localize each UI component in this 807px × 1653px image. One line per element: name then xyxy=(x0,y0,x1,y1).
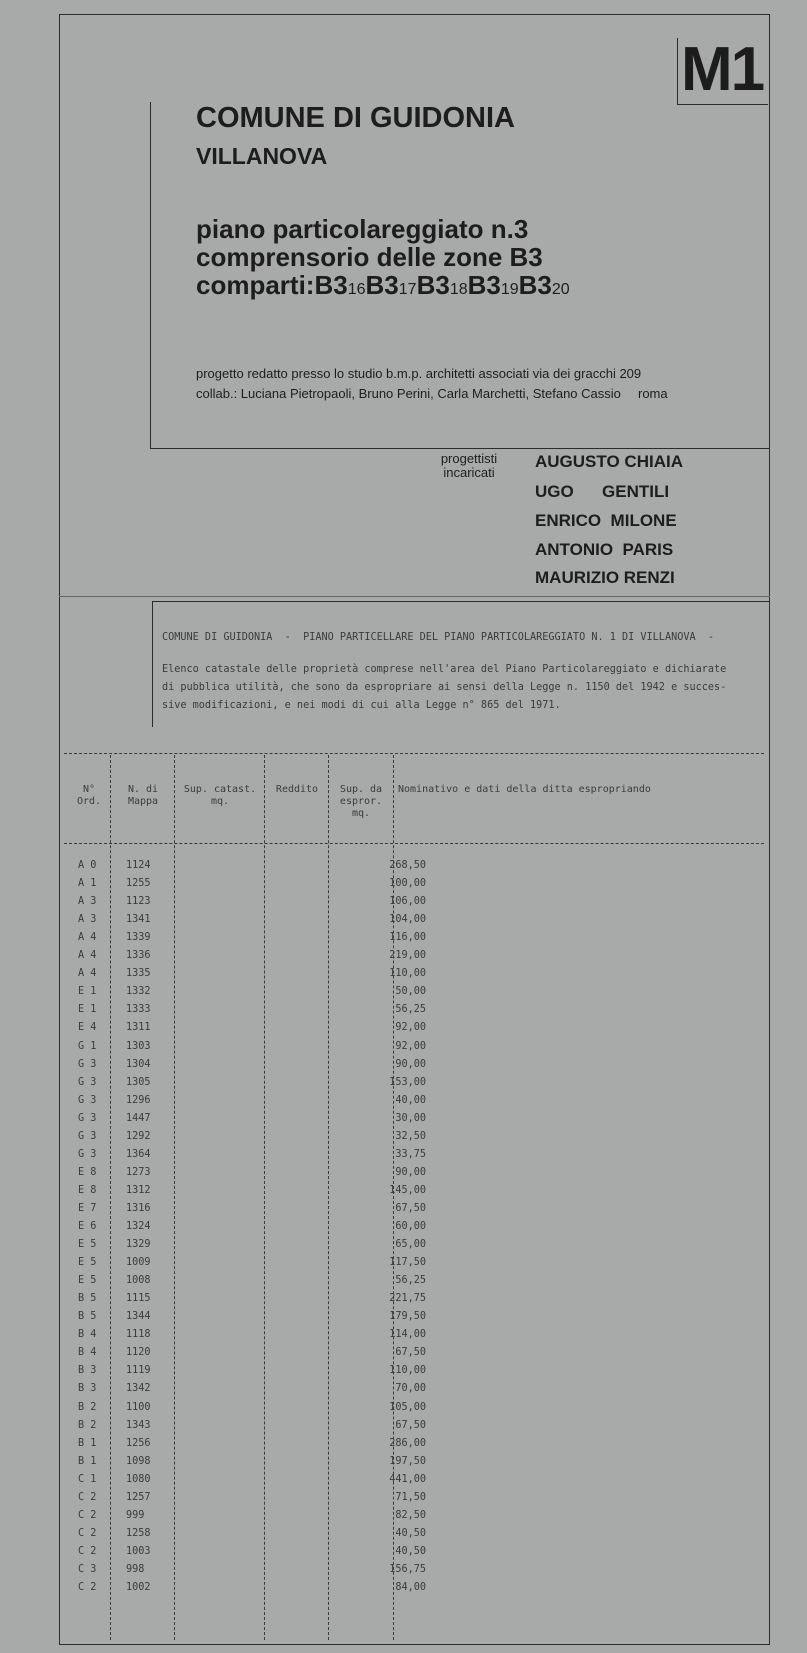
table-top-rule xyxy=(64,753,764,754)
cell-ord: C 2 xyxy=(78,1582,97,1593)
table-row xyxy=(64,1365,764,1383)
table-row xyxy=(64,1275,764,1293)
table-header-rule xyxy=(64,843,764,844)
table-row xyxy=(64,968,764,986)
table-row xyxy=(64,1438,764,1456)
cell-mappa: 1115 xyxy=(126,1293,151,1305)
cell-mappa: 1119 xyxy=(126,1365,151,1377)
comparto-main: B3 xyxy=(518,270,552,300)
plan-title xyxy=(196,215,570,304)
cell-ord: A 1 xyxy=(78,878,97,890)
column-header-line: mq. xyxy=(351,808,371,819)
cell-sup-espror: 56,25 xyxy=(395,1275,426,1287)
description-line: di pubblica utilità, che sono da espropriare ai sensi della Legge n. 1150 del 1942 e succes- xyxy=(162,682,727,693)
cell-sup-espror: 114,00 xyxy=(389,1329,426,1341)
column-header-line: N. di xyxy=(127,784,159,795)
cell-ord: A 3 xyxy=(78,896,97,908)
table-row xyxy=(64,1347,764,1365)
cell-ord: C 2 xyxy=(78,1545,97,1557)
table-row xyxy=(64,1329,764,1347)
localita-title: VILLANOVA xyxy=(196,143,328,169)
cell-ord: E 5 xyxy=(78,1257,97,1269)
table-row xyxy=(64,1402,764,1420)
cell-ord: G 3 xyxy=(78,1130,97,1142)
cell-ord: C 1 xyxy=(78,1473,97,1485)
cell-sup-espror: 221,75 xyxy=(389,1293,426,1305)
cell-mappa: 1098 xyxy=(126,1455,151,1467)
document-heading: COMUNE DI GUIDONIA - PIANO PARTICELLARE DEL PIANO PARTICOLAREGGIATO N. 1 DI VILLANOVA - xyxy=(162,632,715,643)
cell-ord: B 4 xyxy=(78,1347,97,1359)
table-row xyxy=(64,1420,764,1438)
table-row xyxy=(64,1167,764,1185)
cell-mappa: 1002 xyxy=(126,1582,151,1593)
cell-ord: A 3 xyxy=(78,914,97,926)
cell-ord: G 1 xyxy=(78,1040,97,1052)
comune-title: COMUNE DI GUIDONIA xyxy=(196,102,515,134)
comparto-sub: 16 xyxy=(347,281,366,298)
cell-sup-espror: 268,50 xyxy=(389,860,426,871)
cell-ord: B 5 xyxy=(78,1311,97,1323)
cell-ord: B 3 xyxy=(78,1383,97,1395)
cell-sup-espror: 156,75 xyxy=(389,1563,426,1575)
table-row xyxy=(64,1456,764,1474)
progettista-name: MAURIZIO RENZI xyxy=(535,568,675,587)
cell-mappa: 1296 xyxy=(126,1094,151,1106)
cell-ord: E 5 xyxy=(78,1239,97,1251)
comparti-line xyxy=(196,271,570,304)
cell-ord: B 1 xyxy=(78,1437,97,1449)
table-row xyxy=(64,1257,764,1275)
cell-sup-espror: 110,00 xyxy=(389,968,426,980)
cell-ord: B 1 xyxy=(78,1455,97,1467)
table-row xyxy=(64,860,764,878)
cell-mappa: 1312 xyxy=(126,1184,151,1196)
cell-ord: C 3 xyxy=(78,1563,97,1575)
cell-mappa: 1123 xyxy=(126,896,151,908)
cell-ord: G 3 xyxy=(78,1058,97,1070)
cell-ord: A 4 xyxy=(78,968,97,980)
title-block-bottom-rule xyxy=(150,448,770,449)
cell-sup-espror: 104,00 xyxy=(389,914,426,926)
cell-ord: B 3 xyxy=(78,1365,97,1377)
cell-ord: E 5 xyxy=(78,1275,97,1287)
table-row xyxy=(64,1293,764,1311)
table-row xyxy=(64,950,764,968)
cell-mappa: 1344 xyxy=(126,1311,151,1323)
cell-sup-espror: 90,00 xyxy=(395,1166,426,1178)
cell-sup-espror: 56,25 xyxy=(395,1004,426,1016)
cell-ord: E 6 xyxy=(78,1221,97,1232)
comparto-main: B3 xyxy=(467,270,501,300)
cell-mappa: 1255 xyxy=(126,878,151,890)
table-row xyxy=(64,1004,764,1022)
table-row xyxy=(64,1077,764,1095)
column-header-line: Sup. da xyxy=(339,784,383,795)
description-line: Elenco catastale delle proprietà comprese nell'area del Piano Particolareggiato e dichiarate xyxy=(162,664,727,675)
cell-mappa: 1003 xyxy=(126,1545,151,1557)
cell-sup-espror: 286,00 xyxy=(389,1437,426,1449)
cell-mappa: 1118 xyxy=(126,1329,151,1341)
column-header-line: mq. xyxy=(210,796,230,807)
table-row xyxy=(64,896,764,914)
credit-line-2: collab.: Luciana Pietropaoli, Bruno Perini, Carla Marchetti, Stefano Cassio xyxy=(196,386,621,401)
cell-sup-espror: 70,00 xyxy=(395,1383,426,1395)
cell-sup-espror: 40,50 xyxy=(395,1527,426,1539)
cell-mappa: 1332 xyxy=(126,986,151,998)
table-row xyxy=(64,1582,764,1600)
comparto-main: B3 xyxy=(314,270,348,300)
cell-sup-espror: 60,00 xyxy=(395,1221,426,1232)
cell-sup-espror: 30,00 xyxy=(395,1112,426,1124)
column-header-line: espror. xyxy=(339,796,383,807)
table-row xyxy=(64,1528,764,1546)
cell-mappa: 1311 xyxy=(126,1022,151,1034)
cell-sup-espror: 71,50 xyxy=(395,1491,426,1503)
progettisti-label: progettisti incaricati xyxy=(440,451,498,480)
column-header-line: Nominativo e dati della ditta espropriando xyxy=(398,784,651,795)
progettista-name: AUGUSTO CHIAIA xyxy=(535,452,683,471)
column-header-ord xyxy=(70,784,108,808)
cell-ord: C 2 xyxy=(78,1491,97,1503)
column-header-line: N° xyxy=(82,784,96,795)
table-row xyxy=(64,1564,764,1582)
cell-mappa: 1008 xyxy=(126,1275,151,1287)
table-row xyxy=(64,1022,764,1040)
cell-mappa: 1009 xyxy=(126,1257,151,1269)
table-row xyxy=(64,878,764,896)
cell-mappa: 1304 xyxy=(126,1058,151,1070)
cell-sup-espror: 117,50 xyxy=(389,1257,426,1269)
cell-mappa: 1342 xyxy=(126,1383,151,1395)
cell-mappa: 1364 xyxy=(126,1148,151,1160)
cell-sup-espror: 441,00 xyxy=(389,1473,426,1485)
cell-sup-espror: 92,00 xyxy=(395,1040,426,1052)
table-row xyxy=(64,1311,764,1329)
credit-city: roma xyxy=(638,386,668,401)
table-row xyxy=(64,1131,764,1149)
cell-ord: A 0 xyxy=(78,860,97,871)
cell-ord: C 2 xyxy=(78,1527,97,1539)
table-row xyxy=(64,1059,764,1077)
comparto-main: B3 xyxy=(416,270,450,300)
cell-mappa: 998 xyxy=(126,1563,145,1575)
document-description xyxy=(162,661,752,715)
cell-sup-espror: 40,50 xyxy=(395,1545,426,1557)
column-header-line: Ord. xyxy=(76,796,102,807)
cell-mappa: 1258 xyxy=(126,1527,151,1539)
cell-ord: E 8 xyxy=(78,1166,97,1178)
table-row xyxy=(64,914,764,932)
cell-sup-espror: 84,00 xyxy=(395,1582,426,1593)
comparto-sub: 18 xyxy=(449,281,468,298)
cell-mappa: 1124 xyxy=(126,860,151,871)
table-row xyxy=(64,1095,764,1113)
comparto-main: B3 xyxy=(365,270,399,300)
cell-sup-espror: 110,00 xyxy=(389,1365,426,1377)
comparti-list xyxy=(314,270,569,300)
table-row xyxy=(64,1383,764,1401)
cell-ord: E 8 xyxy=(78,1184,97,1196)
table-row xyxy=(64,1546,764,1564)
cell-mappa: 1447 xyxy=(126,1112,151,1124)
cell-sup-espror: 197,50 xyxy=(389,1455,426,1467)
cell-ord: E 1 xyxy=(78,1004,97,1016)
cell-mappa: 1343 xyxy=(126,1419,151,1431)
column-header-reddito xyxy=(267,784,327,796)
cell-sup-espror: 179,50 xyxy=(389,1311,426,1323)
title-block-rule xyxy=(150,102,151,449)
cell-sup-espror: 32,50 xyxy=(395,1130,426,1142)
cell-sup-espror: 219,00 xyxy=(389,950,426,962)
table-row xyxy=(64,1113,764,1131)
table-row xyxy=(64,1510,764,1528)
comparto-sub: 19 xyxy=(500,281,519,298)
table-row xyxy=(64,1239,764,1257)
cell-mappa: 1100 xyxy=(126,1401,151,1413)
sheet-code: M1 xyxy=(681,35,764,104)
cell-mappa: 1257 xyxy=(126,1491,151,1503)
cell-mappa: 1335 xyxy=(126,968,151,980)
comparto-code xyxy=(468,270,519,300)
cell-sup-espror: 92,00 xyxy=(395,1022,426,1034)
table-row xyxy=(64,1221,764,1239)
cell-ord: B 5 xyxy=(78,1293,97,1305)
cell-mappa: 1305 xyxy=(126,1076,151,1088)
cell-mappa: 1333 xyxy=(126,1004,151,1016)
column-header-sup-catast xyxy=(177,784,263,808)
progettista-name: ENRICO MILONE xyxy=(535,511,677,530)
comparto-code xyxy=(417,270,468,300)
comparto-sub: 20 xyxy=(551,281,570,298)
cell-sup-espror: 105,00 xyxy=(389,1401,426,1413)
cell-sup-espror: 100,00 xyxy=(389,878,426,890)
cell-sup-espror: 116,00 xyxy=(389,932,426,944)
cell-ord: E 4 xyxy=(78,1022,97,1034)
cell-ord: C 2 xyxy=(78,1509,97,1521)
column-header-line: Reddito xyxy=(275,784,319,795)
plan-line-2: comprensorio delle zone B3 xyxy=(196,242,543,272)
cell-mappa: 1339 xyxy=(126,932,151,944)
column-header-nominativo xyxy=(398,784,758,796)
cell-ord: B 4 xyxy=(78,1329,97,1341)
cell-ord: A 4 xyxy=(78,950,97,962)
cell-mappa: 1080 xyxy=(126,1473,151,1485)
table-row xyxy=(64,1149,764,1167)
cell-sup-espror: 90,00 xyxy=(395,1058,426,1070)
column-header-line: Mappa xyxy=(127,796,159,807)
cell-sup-espror: 106,00 xyxy=(389,896,426,908)
cell-mappa: 1292 xyxy=(126,1130,151,1142)
credit-line-1: progetto redatto presso lo studio b.m.p. architetti associati via dei gracchi 209 xyxy=(196,366,642,381)
cell-sup-espror: 65,00 xyxy=(395,1239,426,1251)
cell-mappa: 1341 xyxy=(126,914,151,926)
cell-sup-espror: 67,50 xyxy=(395,1419,426,1431)
section-divider xyxy=(59,596,770,597)
cell-mappa: 1336 xyxy=(126,950,151,962)
comparto-code xyxy=(314,270,365,300)
cell-sup-espror: 67,50 xyxy=(395,1202,426,1214)
cell-ord: B 2 xyxy=(78,1401,97,1413)
cell-mappa: 1316 xyxy=(126,1202,151,1214)
cell-sup-espror: 40,00 xyxy=(395,1094,426,1106)
cell-ord: E 1 xyxy=(78,986,97,998)
cell-sup-espror: 50,00 xyxy=(395,986,426,998)
column-header-line: Sup. catast. xyxy=(183,784,257,795)
table-row xyxy=(64,1041,764,1059)
cell-ord: G 3 xyxy=(78,1076,97,1088)
table-row xyxy=(64,1474,764,1492)
comparto-code xyxy=(519,270,570,300)
table-row xyxy=(64,1203,764,1221)
cell-mappa: 1273 xyxy=(126,1166,151,1178)
table-row xyxy=(64,1492,764,1510)
cell-sup-espror: 153,00 xyxy=(389,1076,426,1088)
table-row xyxy=(64,986,764,1004)
cell-mappa: 1329 xyxy=(126,1239,151,1251)
cell-ord: B 2 xyxy=(78,1419,97,1431)
cell-mappa: 1303 xyxy=(126,1040,151,1052)
progettista-name: ANTONIO PARIS xyxy=(535,540,674,559)
cell-mappa: 1120 xyxy=(126,1347,151,1359)
comparti-label: comparti: xyxy=(196,270,315,300)
cell-mappa: 1324 xyxy=(126,1221,151,1232)
cell-sup-espror: 145,00 xyxy=(389,1184,426,1196)
cell-ord: A 4 xyxy=(78,932,97,944)
cell-ord: G 3 xyxy=(78,1148,97,1160)
cell-sup-espror: 82,50 xyxy=(395,1509,426,1521)
cell-mappa: 1256 xyxy=(126,1437,151,1449)
column-header-sup-espror xyxy=(331,784,391,820)
cell-mappa: 999 xyxy=(126,1509,145,1521)
column-header-mappa xyxy=(113,784,173,808)
comparto-sub: 17 xyxy=(398,281,417,298)
cell-ord: G 3 xyxy=(78,1094,97,1106)
cell-sup-espror: 67,50 xyxy=(395,1347,426,1359)
description-line: sive modificazioni, e nei modi di cui alla Legge n° 865 del 1971. xyxy=(162,700,561,711)
table-row xyxy=(64,1185,764,1203)
cell-sup-espror: 33,75 xyxy=(395,1148,426,1160)
table-row xyxy=(64,932,764,950)
cell-ord: E 7 xyxy=(78,1202,97,1214)
cell-ord: G 3 xyxy=(78,1112,97,1124)
comparto-code xyxy=(366,270,417,300)
plan-line-1: piano particolareggiato n.3 xyxy=(196,214,529,244)
progettista-name: UGO GENTILI xyxy=(535,482,670,501)
